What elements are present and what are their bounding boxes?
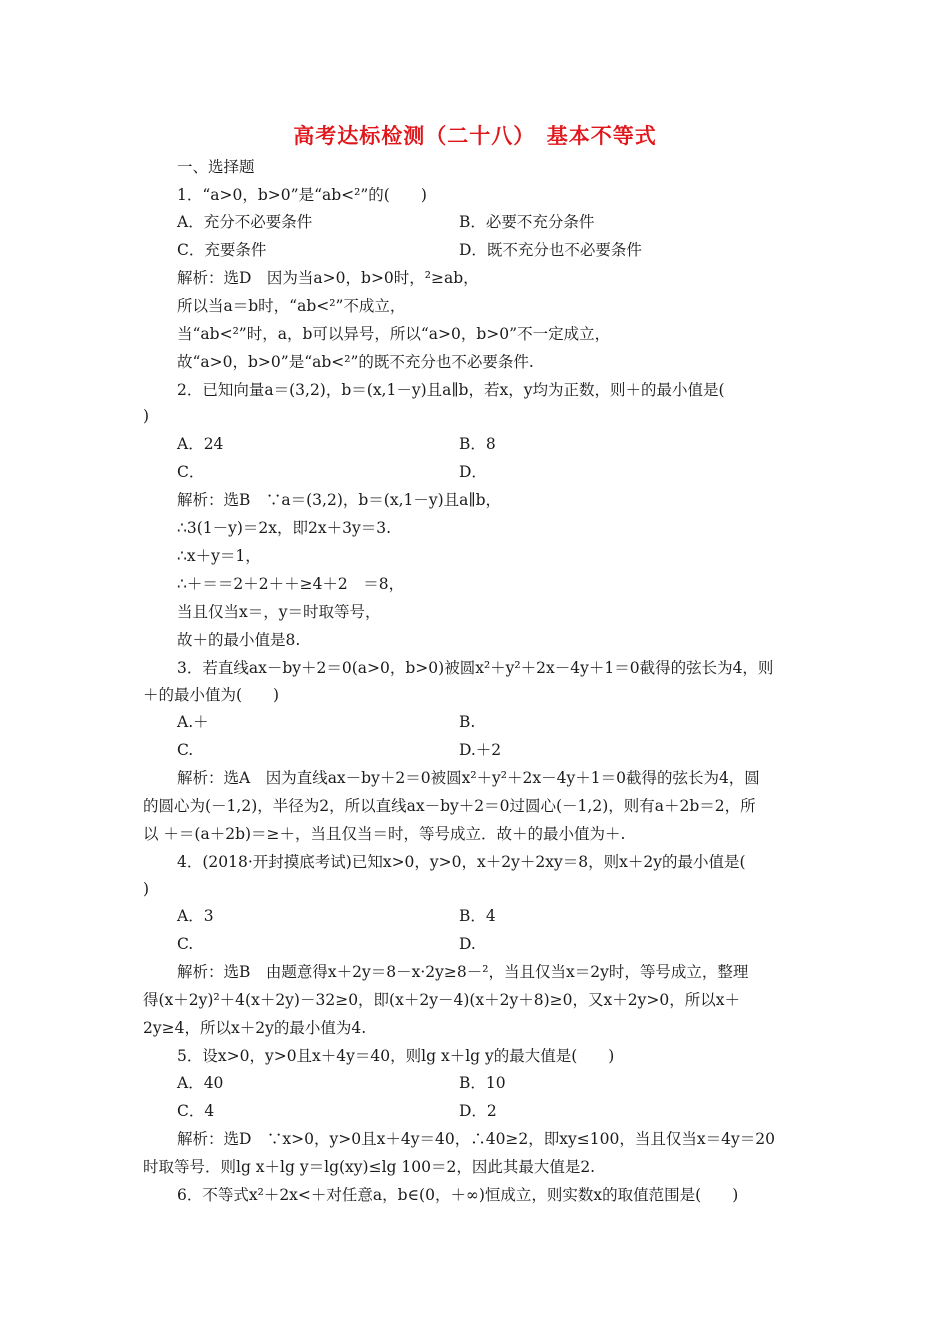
q3-option-a: A.＋ [177, 713, 209, 731]
q4-option-a: A．3 [177, 907, 214, 925]
question-4-stem-cont: ) [143, 880, 150, 898]
q1-solution-line: 当“ab<²”时，a，b可以异号，所以“a>0，b>0”不一定成立， [177, 325, 611, 343]
question-3-stem-cont: ＋的最小值为( ) [143, 686, 280, 704]
q1-solution-line: 解析：选D 因为当a>0，b>0时，²≥ab， [177, 269, 479, 287]
q5-solution-line: 时取等号．则lg x＋lg y＝lg(xy)≤lg 100＝2，因此其最大值是2. [143, 1158, 596, 1176]
question-5-stem: 5．设x>0，y>0且x＋4y＝40，则lg x＋lg y的最大值是( ) [177, 1047, 615, 1065]
q2-solution-line: ∴x＋y＝1， [177, 547, 261, 565]
q2-solution-line: 解析：选B ∵a＝(3,2)，b＝(x,1－y)且a∥b， [177, 491, 502, 509]
q3-solution-line: 的圆心为(－1,2)，半径为2，所以直线ax－by＋2＝0过圆心(－1,2)，则有a＋2b＝2，所 [143, 797, 756, 815]
q1-option-c: C．充要条件 [177, 241, 267, 259]
q2-option-c: C． [177, 463, 205, 481]
q5-solution-line: 解析：选D ∵x>0，y>0且x＋4y＝40，∴40≥2，即xy≤100，当且仅当x＝4y＝20 [177, 1130, 775, 1148]
q2-option-b: B．8 [459, 435, 496, 453]
question-4-stem: 4．(2018·开封摸底考试)已知x>0，y>0，x＋2y＋2xy＝8，则x＋2y的最小值是( [177, 853, 746, 871]
q1-solution-line: 所以当a＝b时，“ab<²”不成立， [177, 297, 406, 315]
q2-solution-line: ∴＋＝＝2＋2＋＋≥4＋2 ＝8， [177, 575, 405, 593]
q5-option-d: D．2 [459, 1102, 497, 1120]
question-2-stem-cont: ) [143, 407, 150, 425]
q5-option-b: B．10 [459, 1074, 506, 1092]
question-3-stem: 3．若直线ax－by＋2＝0(a>0，b>0)被圆x²＋y²＋2x－4y＋1＝0截得的弦长为4，则 [177, 659, 774, 677]
q2-option-d: D． [459, 463, 487, 481]
question-1-stem: 1．“a>0，b>0”是“ab<²”的( ) [177, 186, 427, 204]
q3-option-b: B. [459, 713, 476, 731]
q4-option-c: C. [177, 935, 194, 953]
q2-solution-line: 故＋的最小值是8. [177, 631, 301, 649]
q4-solution-line: 2y≥4，所以x＋2y的最小值为4. [143, 1019, 367, 1037]
q4-option-b: B．4 [459, 907, 496, 925]
question-2-stem: 2．已知向量a＝(3,2)，b＝(x,1－y)且a∥b，若x，y均为正数，则＋的最小值是( [177, 381, 725, 399]
question-6-stem: 6．不等式x²＋2x<＋对任意a，b∈(0，＋∞)恒成立，则实数x的取值范围是( ) [177, 1186, 739, 1204]
section-heading: 一、选择题 [177, 158, 255, 176]
q1-option-b: B．必要不充分条件 [459, 213, 595, 231]
q3-option-d: D.＋2 [459, 741, 502, 759]
page-title: 高考达标检测（二十八） 基本不等式 [293, 123, 657, 148]
q5-option-a: A．40 [177, 1074, 224, 1092]
q5-option-c: C．4 [177, 1102, 215, 1120]
q3-solution-line: 解析：选A 因为直线ax－by＋2＝0被圆x²＋y²＋2x－4y＋1＝0截得的弦长为4，圆 [177, 769, 760, 787]
q1-solution-line: 故“a>0，b>0”是“ab<²”的既不充分也不必要条件. [177, 353, 534, 371]
q4-solution-line: 得(x＋2y)²＋4(x＋2y)－32≥0，即(x＋2y－4)(x＋2y＋8)≥0，又x＋2y>0，所以x＋ [143, 991, 740, 1009]
q2-solution-line: 当且仅当x＝，y＝时取等号， [177, 603, 381, 621]
q1-option-d: D．既不充分也不必要条件 [459, 241, 642, 259]
q3-option-c: C. [177, 741, 194, 759]
q4-option-d: D. [459, 935, 476, 953]
q4-solution-line: 解析：选B 由题意得x＋2y＝8－x·2y≥8－²，当且仅当x＝2y时，等号成立，整理 [177, 963, 749, 981]
q2-option-a: A．24 [177, 435, 224, 453]
q2-solution-line: ∴3(1－y)＝2x，即2x＋3y＝3. [177, 519, 392, 537]
q1-option-a: A．充分不必要条件 [177, 213, 313, 231]
q3-solution-line: 以 ＋＝(a＋2b)＝≥＋，当且仅当＝时，等号成立．故＋的最小值为＋. [143, 825, 626, 843]
